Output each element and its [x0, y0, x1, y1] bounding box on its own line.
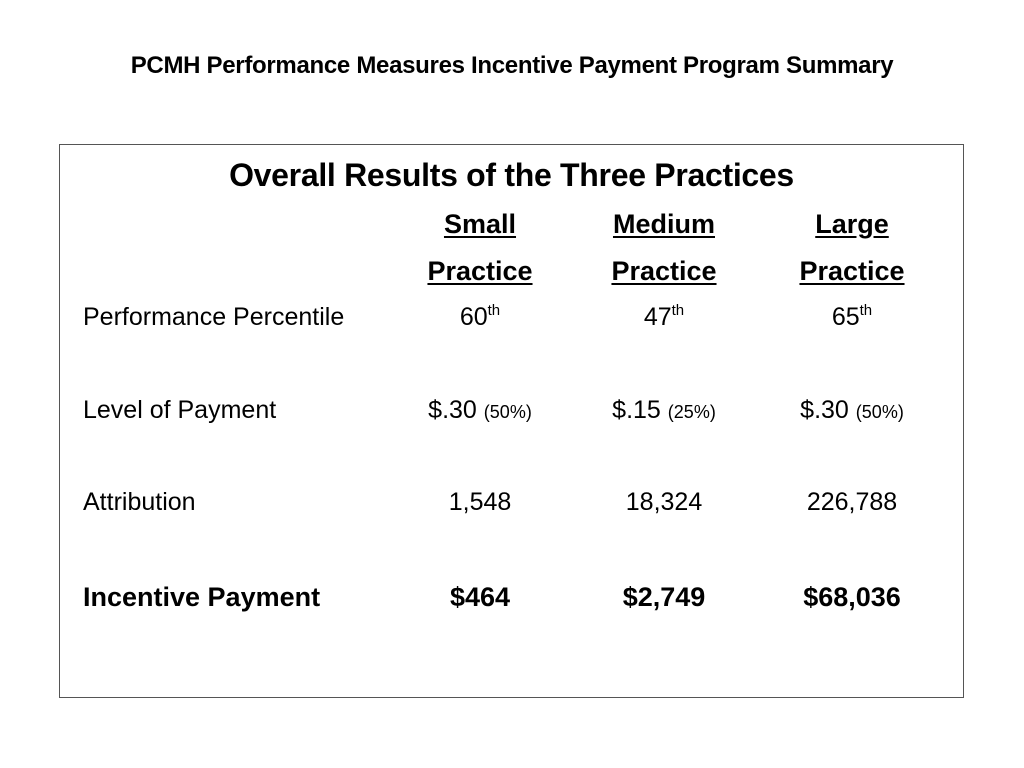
percent-note: (25%): [667, 402, 716, 422]
row-label-performance-percentile: Performance Percentile: [83, 303, 345, 331]
cell-incentive-large: $68,036: [803, 582, 901, 612]
percent-note: (50%): [483, 402, 532, 422]
cell-percentile-small: [400, 303, 560, 332]
results-table-frame: [59, 144, 964, 698]
cell-payment-level-medium: [582, 396, 746, 425]
cell-value: 47: [643, 303, 672, 331]
cell-percentile-medium: [582, 303, 746, 332]
column-header-small-line1: Small: [443, 209, 517, 239]
cell-value: 60: [459, 303, 488, 331]
column-header-small-line2: Practice: [427, 256, 533, 286]
cell-payment-level-small: [400, 396, 560, 425]
slide-title: PCMH Performance Measures Incentive Payment Program Summary: [130, 52, 894, 79]
row-label-incentive-payment: Incentive Payment: [83, 582, 321, 612]
row-label-level-of-payment: Level of Payment: [83, 396, 277, 424]
cell-value: $.30: [800, 396, 849, 424]
cell-percentile-large: [771, 303, 933, 332]
cell-value: 65: [831, 303, 860, 331]
cell-value: $.30: [428, 396, 477, 424]
cell-attribution-medium: 18,324: [625, 488, 703, 516]
column-header-large-line2: Practice: [799, 256, 905, 286]
cell-attribution-small: 1,548: [448, 488, 512, 516]
ordinal-suffix: th: [487, 302, 501, 319]
percent-note: (50%): [855, 402, 904, 422]
column-header-medium-line1: Medium: [612, 209, 715, 239]
cell-incentive-small: $464: [449, 582, 511, 612]
cell-value: $.15: [612, 396, 661, 424]
table-heading: Overall Results of the Three Practices: [229, 157, 794, 193]
column-header-medium-line2: Practice: [611, 256, 717, 286]
cell-incentive-medium: $2,749: [622, 582, 706, 612]
cell-attribution-large: 226,788: [806, 488, 898, 516]
row-label-attribution: Attribution: [83, 488, 196, 516]
column-header-large-line1: Large: [815, 209, 889, 239]
ordinal-suffix: th: [671, 302, 685, 319]
ordinal-suffix: th: [859, 302, 873, 319]
cell-payment-level-large: [771, 396, 933, 425]
